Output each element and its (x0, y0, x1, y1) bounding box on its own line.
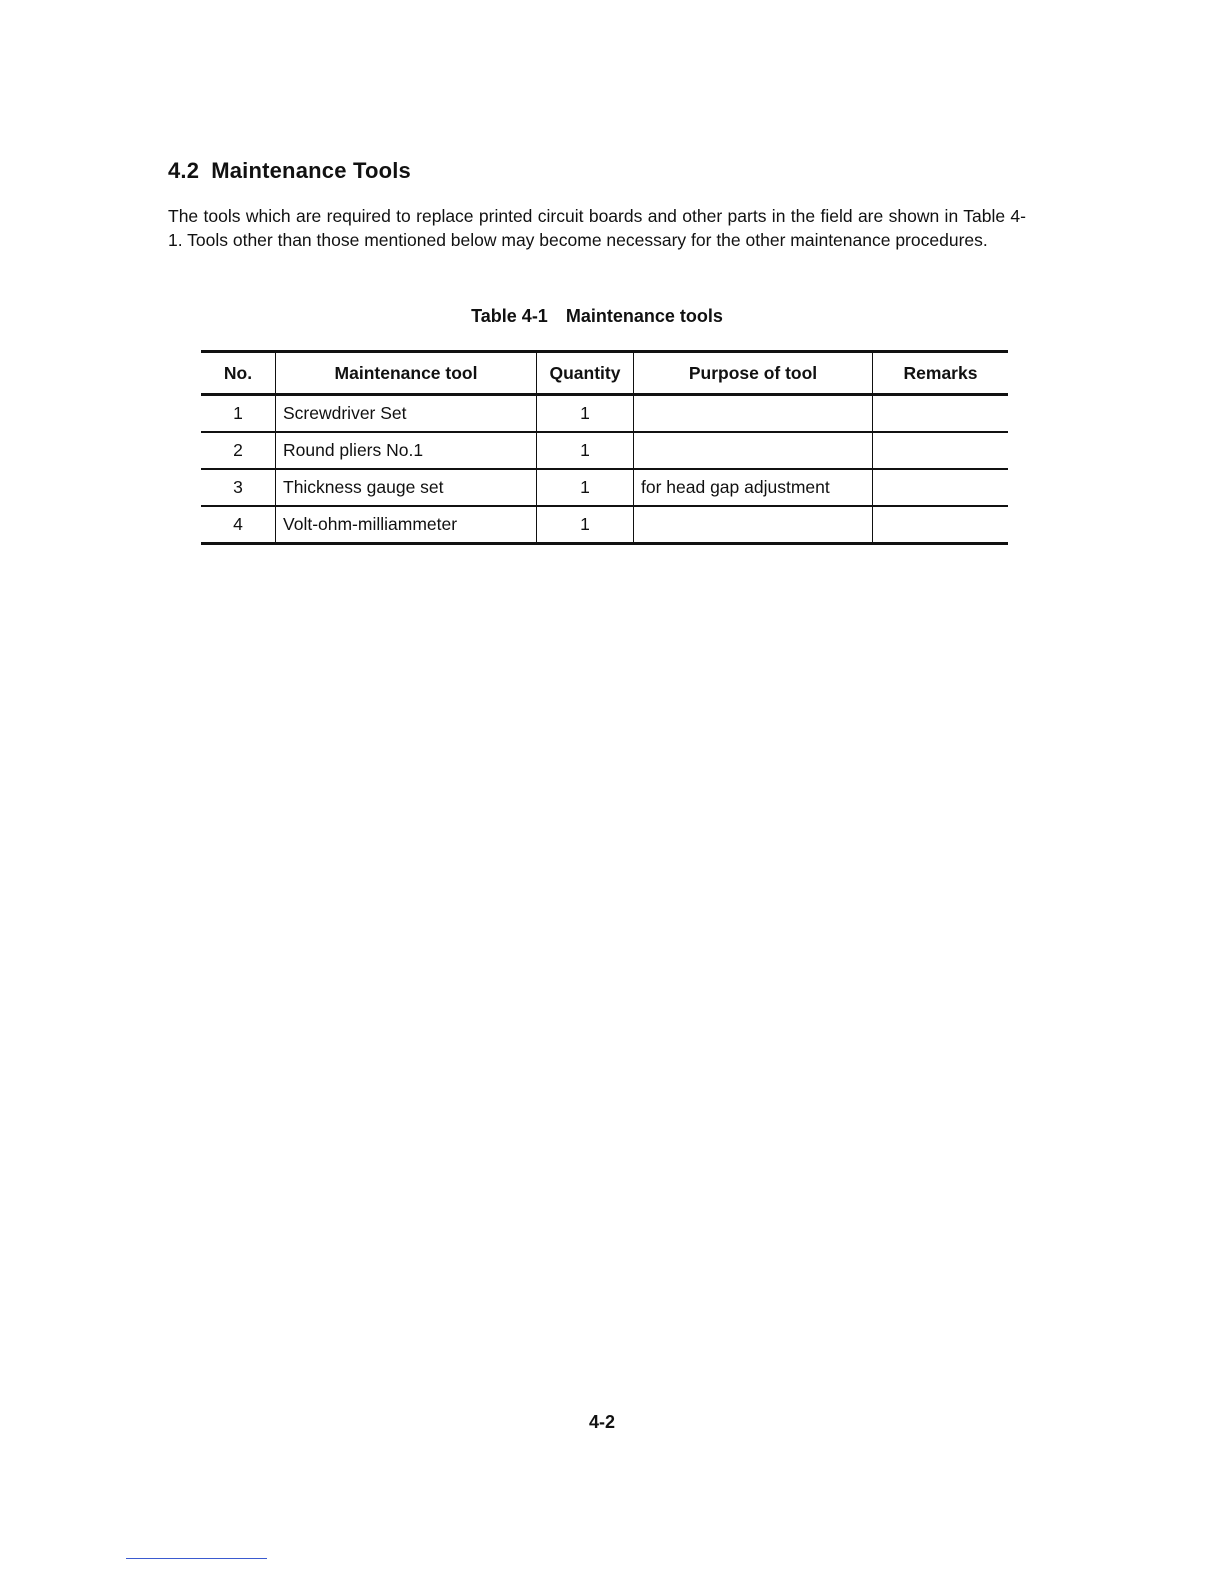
page-number: 4-2 (588, 1412, 615, 1432)
table-row (201, 469, 1008, 506)
cell-remarks (873, 432, 1009, 469)
cell-tool: Thickness gauge set (276, 469, 537, 506)
cell-quantity: 1 (537, 432, 634, 469)
table-caption-number: Table 4-1 (471, 306, 548, 326)
cell-no: 2 (201, 432, 276, 469)
cell-purpose (634, 432, 873, 469)
cell-purpose: for head gap adjustment (634, 469, 873, 506)
cell-purpose (634, 395, 873, 433)
cell-quantity: 1 (537, 506, 634, 544)
table-row (201, 506, 1008, 544)
table-header-row (201, 352, 1008, 395)
cell-remarks (873, 469, 1009, 506)
table-row (201, 395, 1008, 433)
cell-remarks (873, 506, 1009, 544)
section-heading (168, 158, 411, 184)
footer-rule (126, 1558, 267, 1559)
table-caption-title: Maintenance tools (565, 306, 723, 326)
cell-purpose (634, 506, 873, 544)
header-purpose: Purpose of tool (634, 352, 873, 395)
header-no: No. (201, 352, 276, 395)
section-number: 4.2 (168, 158, 200, 183)
cell-tool: Screwdriver Set (276, 395, 537, 433)
cell-no: 3 (201, 469, 276, 506)
cell-tool: Volt-ohm-milliammeter (276, 506, 537, 544)
header-remarks: Remarks (873, 352, 1009, 395)
cell-remarks (873, 395, 1009, 433)
cell-quantity: 1 (537, 469, 634, 506)
table-row (201, 432, 1008, 469)
cell-tool: Round pliers No.1 (276, 432, 537, 469)
cell-no: 4 (201, 506, 276, 544)
header-maintenance-tool: Maintenance tool (276, 352, 537, 395)
table-caption (0, 306, 1194, 327)
cell-no: 1 (201, 395, 276, 433)
intro-paragraph: The tools which are required to replace printed circuit boards and other parts in the field are shown in Table 4-1. Tools other than those mentioned below may become necessary for the other maintenance procedures. (168, 206, 1026, 250)
section-title: Maintenance Tools (211, 158, 411, 183)
cell-quantity: 1 (537, 395, 634, 433)
header-quantity: Quantity (537, 352, 634, 395)
maintenance-tools-table (201, 350, 1008, 545)
